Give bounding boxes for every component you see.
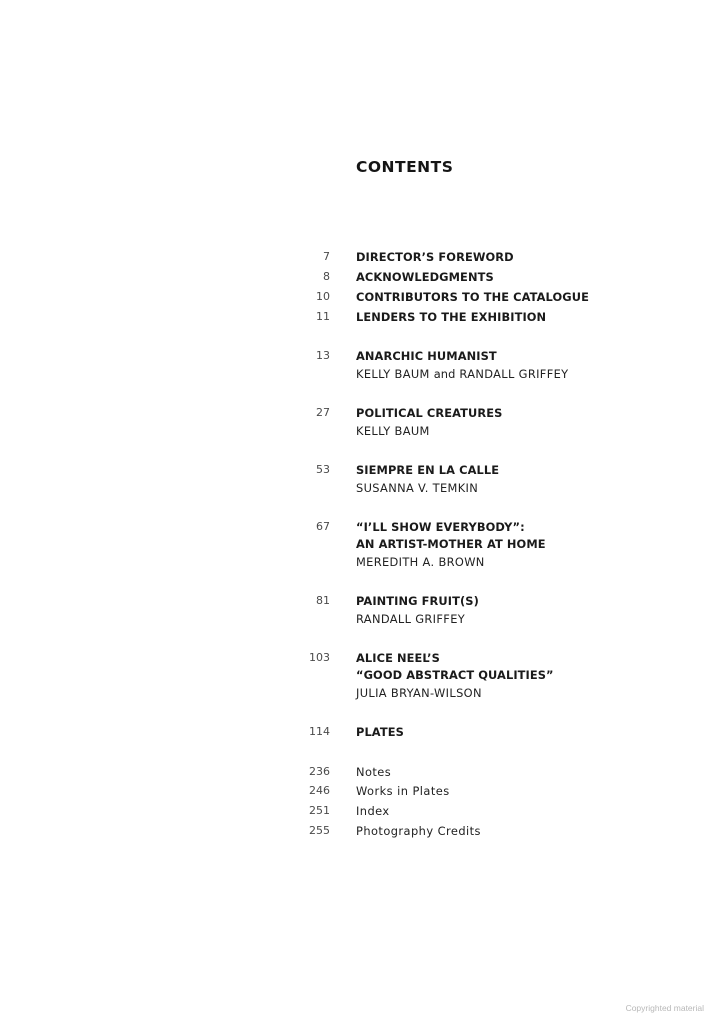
page-number: 8 xyxy=(323,270,330,283)
toc-entry[interactable] xyxy=(0,592,712,610)
entry-title: ANARCHIC HUMANIST xyxy=(356,349,497,363)
toc-entry[interactable] xyxy=(0,268,712,286)
entry-author: MEREDITH A. BROWN xyxy=(356,555,485,569)
page-number: 255 xyxy=(309,824,330,837)
page-number: 10 xyxy=(316,290,330,303)
page-number: 81 xyxy=(316,594,330,607)
entry-title-line-2: “GOOD ABSTRACT QUALITIES” xyxy=(356,668,554,682)
page-number: 236 xyxy=(309,765,330,778)
page-number: 11 xyxy=(316,310,330,323)
entry-title: POLITICAL CREATURES xyxy=(356,406,503,420)
toc-entry-title-continued xyxy=(0,666,712,684)
author-name: KELLY BAUM xyxy=(356,367,430,381)
toc-entry-author xyxy=(0,422,712,440)
toc-entry[interactable] xyxy=(0,288,712,306)
page-number: 7 xyxy=(323,250,330,263)
entry-title: LENDERS TO THE EXHIBITION xyxy=(356,310,547,324)
author-conjunction: and xyxy=(433,367,456,381)
toc-entry-author xyxy=(0,365,712,383)
toc-entry-author xyxy=(0,479,712,497)
page-title: CONTENTS xyxy=(356,158,454,176)
toc-entry-author xyxy=(0,610,712,628)
toc-entry[interactable] xyxy=(0,308,712,326)
toc-entry[interactable] xyxy=(0,461,712,479)
page-number: 246 xyxy=(309,784,330,797)
page-number: 67 xyxy=(316,520,330,533)
toc-entry-author xyxy=(0,553,712,571)
entry-author: KELLY BAUM xyxy=(356,424,430,438)
copyright-watermark: Copyrighted material xyxy=(625,1003,704,1013)
entry-author: JULIA BRYAN-WILSON xyxy=(356,686,482,700)
toc-entry[interactable] xyxy=(0,723,712,741)
toc-entry[interactable] xyxy=(0,649,712,667)
entry-title: Index xyxy=(356,804,390,818)
toc-entry[interactable] xyxy=(0,782,712,800)
page-number: 103 xyxy=(309,651,330,664)
page-number: 251 xyxy=(309,804,330,817)
toc-entry[interactable] xyxy=(0,763,712,781)
entry-title: SIEMPRE EN LA CALLE xyxy=(356,463,500,477)
entry-title-line-1: “I’LL SHOW EVERYBODY”: xyxy=(356,520,525,534)
entry-title-line-1: ALICE NEEL’S xyxy=(356,651,440,665)
entry-title-line-2: AN ARTIST-MOTHER AT HOME xyxy=(356,537,546,551)
entry-title: CONTRIBUTORS TO THE CATALOGUE xyxy=(356,290,589,304)
toc-entry-title-continued xyxy=(0,535,712,553)
toc-entry[interactable] xyxy=(0,802,712,820)
entry-title: Works in Plates xyxy=(356,784,450,798)
toc-entry-author xyxy=(0,684,712,702)
page-number: 53 xyxy=(316,463,330,476)
entry-author xyxy=(356,365,568,383)
entry-author: SUSANNA V. TEMKIN xyxy=(356,481,479,495)
page-number: 114 xyxy=(309,725,330,738)
toc-entry[interactable] xyxy=(0,347,712,365)
entry-title: PAINTING FRUIT(S) xyxy=(356,594,479,608)
entry-title: Photography Credits xyxy=(356,824,481,838)
entry-author: RANDALL GRIFFEY xyxy=(356,612,466,626)
entry-title: Notes xyxy=(356,765,392,779)
entry-title: DIRECTOR’S FOREWORD xyxy=(356,250,514,264)
toc-entry[interactable] xyxy=(0,518,712,536)
toc-entry[interactable] xyxy=(0,822,712,840)
page-number: 13 xyxy=(316,349,330,362)
toc-entry[interactable] xyxy=(0,248,712,266)
entry-title: PLATES xyxy=(356,725,404,739)
author-name: RANDALL GRIFFEY xyxy=(459,367,569,381)
page-number: 27 xyxy=(316,406,330,419)
toc-entry[interactable] xyxy=(0,404,712,422)
entry-title: ACKNOWLEDGMENTS xyxy=(356,270,494,284)
